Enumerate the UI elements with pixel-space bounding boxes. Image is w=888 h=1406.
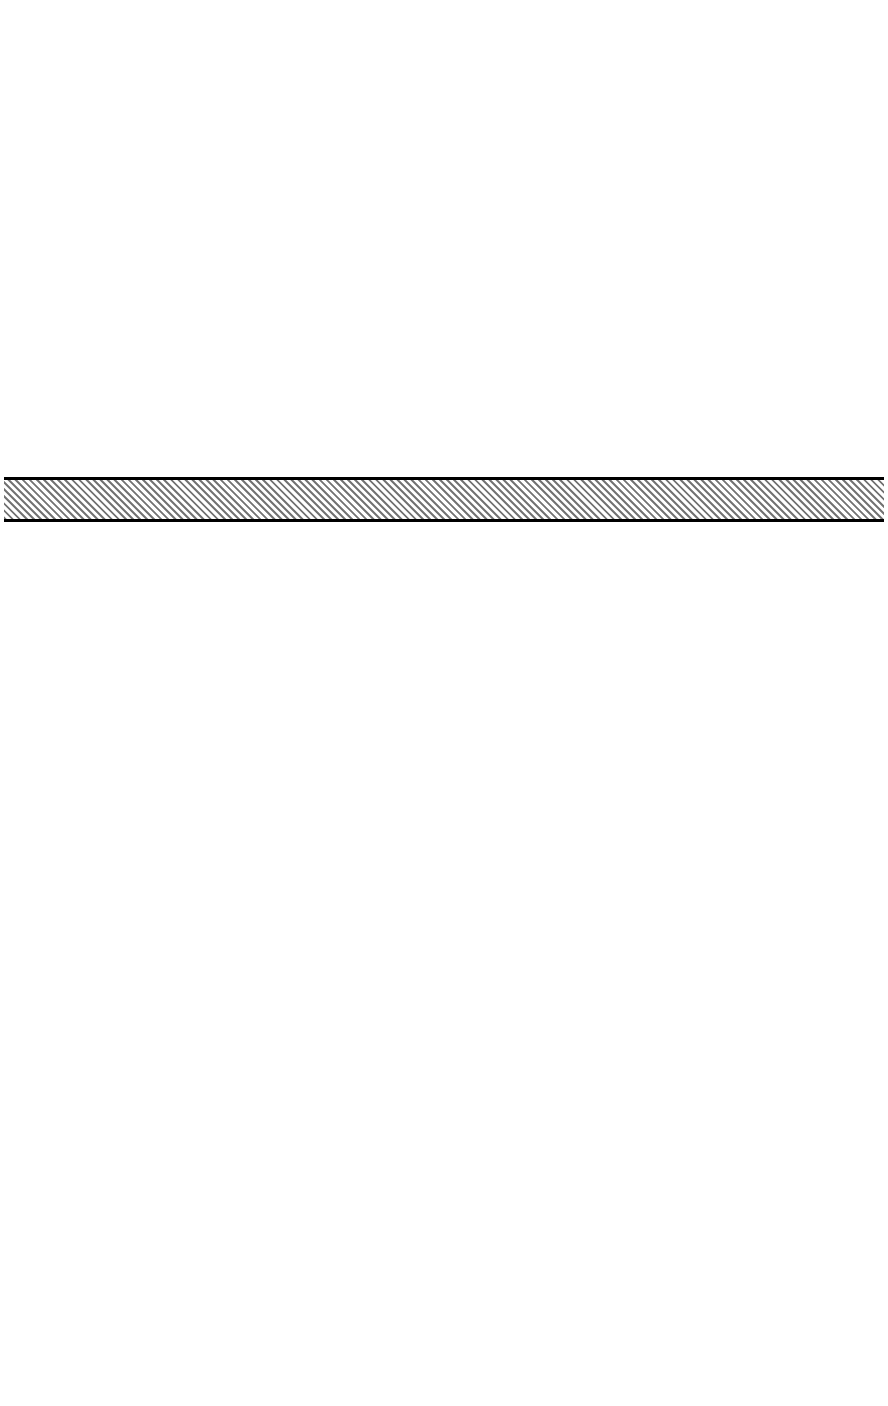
page-folio xyxy=(6,2,882,14)
help-wanted-section xyxy=(4,16,884,474)
home-service-guide-banner xyxy=(4,477,884,522)
banner-pattern xyxy=(4,480,884,519)
service-guide-section xyxy=(4,525,884,1403)
